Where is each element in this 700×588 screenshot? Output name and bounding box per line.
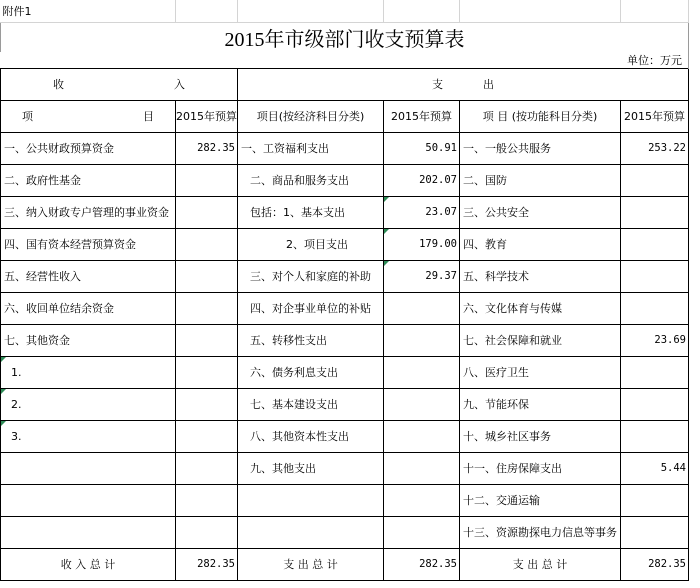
econ-value-cell[interactable]: 23.07: [384, 196, 460, 228]
func-item-cell[interactable]: 十、城乡社区事务: [460, 420, 621, 452]
grid-cell[interactable]: [621, 0, 689, 22]
econ-item-cell[interactable]: 2、项目支出: [238, 228, 384, 260]
table-row: [1, 196, 689, 228]
income-item-cell[interactable]: [1, 516, 176, 548]
table-row: [1, 484, 689, 516]
func-value-cell[interactable]: [621, 260, 689, 292]
income-item-cell[interactable]: [1, 452, 176, 484]
table-row: [1, 260, 689, 292]
econ-value-cell[interactable]: [384, 388, 460, 420]
econ-value-cell[interactable]: [384, 484, 460, 516]
func-item-cell[interactable]: 十二、交通运输: [460, 484, 621, 516]
func-value-cell[interactable]: 5.44: [621, 452, 689, 484]
func-item-cell[interactable]: 十三、资源勘探电力信息等事务: [460, 516, 621, 548]
income-value-cell[interactable]: [176, 196, 238, 228]
table-row: [1, 324, 689, 356]
unit-label[interactable]: 单位：万元: [1, 52, 689, 69]
econ-item-cell[interactable]: 二、商品和服务支出: [238, 164, 384, 196]
title-row: [1, 22, 689, 52]
econ-item-cell[interactable]: 四、对企事业单位的补贴: [238, 292, 384, 324]
econ-value-cell[interactable]: 29.37: [384, 260, 460, 292]
func-value-cell[interactable]: [621, 388, 689, 420]
income-item-cell[interactable]: 三、纳入财政专户管理的事业资金: [1, 196, 176, 228]
econ-total-label[interactable]: 支 出 总 计: [238, 548, 384, 580]
income-total-value[interactable]: 282.35: [176, 548, 238, 580]
func-value-cell[interactable]: [621, 292, 689, 324]
attachment-row: [1, 0, 689, 22]
income-value-cell[interactable]: [176, 516, 238, 548]
expense-header-b: 出: [483, 78, 494, 91]
income-value-cell[interactable]: [176, 484, 238, 516]
func-value-cell[interactable]: [621, 420, 689, 452]
income-value-cell[interactable]: [176, 452, 238, 484]
table-row: [1, 132, 689, 164]
income-value-cell[interactable]: [176, 164, 238, 196]
econ-value-cell[interactable]: [384, 452, 460, 484]
table-row: [1, 228, 689, 260]
income-item-cell[interactable]: 七、其他资金: [1, 324, 176, 356]
econ-item-cell[interactable]: 七、基本建设支出: [238, 388, 384, 420]
income-value-cell[interactable]: [176, 388, 238, 420]
func-item-header[interactable]: 项 目 (按功能科目分类): [460, 100, 621, 132]
income-item-cell[interactable]: 2.: [1, 388, 176, 420]
income-item-cell[interactable]: 一、公共财政预算资金: [1, 132, 176, 164]
econ-item-cell[interactable]: [238, 516, 384, 548]
func-item-cell[interactable]: 八、医疗卫生: [460, 356, 621, 388]
income-item-cell[interactable]: 四、国有资本经营预算资金: [1, 228, 176, 260]
econ-value-cell[interactable]: [384, 420, 460, 452]
func-item-cell[interactable]: 二、国防: [460, 164, 621, 196]
income-value-cell[interactable]: [176, 228, 238, 260]
income-budget-header[interactable]: 2015年预算: [176, 100, 238, 132]
func-item-cell[interactable]: 七、社会保障和就业: [460, 324, 621, 356]
func-total-value[interactable]: 282.35: [621, 548, 689, 580]
econ-value-cell[interactable]: [384, 516, 460, 548]
func-value-cell[interactable]: [621, 228, 689, 260]
income-header-b: 入: [174, 78, 185, 91]
income-item-cell[interactable]: 二、政府性基金: [1, 164, 176, 196]
table-row: [1, 452, 689, 484]
econ-item-cell[interactable]: 六、债务利息支出: [238, 356, 384, 388]
income-item-cell[interactable]: 1.: [1, 356, 176, 388]
income-total-label[interactable]: 收 入 总 计: [1, 548, 176, 580]
income-item-cell[interactable]: 五、经营性收入: [1, 260, 176, 292]
econ-total-value[interactable]: 282.35: [384, 548, 460, 580]
econ-budget-header[interactable]: 2015年预算: [384, 100, 460, 132]
table-row: [1, 356, 689, 388]
econ-item-cell[interactable]: 一、工资福利支出: [238, 132, 384, 164]
income-value-cell[interactable]: [176, 292, 238, 324]
income-item-header-a: 项: [22, 110, 33, 123]
page-title[interactable]: 2015年市级部门收支预算表: [1, 22, 689, 52]
func-value-cell[interactable]: [621, 164, 689, 196]
income-section-header[interactable]: [1, 68, 238, 100]
income-value-cell[interactable]: 282.35: [176, 132, 238, 164]
income-value-cell[interactable]: [176, 324, 238, 356]
econ-item-cell[interactable]: 八、其他资本性支出: [238, 420, 384, 452]
func-value-cell[interactable]: [621, 484, 689, 516]
table-body: [1, 68, 689, 580]
econ-item-header[interactable]: 项目(按经济科目分类): [238, 100, 384, 132]
income-item-cell[interactable]: 3.: [1, 420, 176, 452]
func-item-cell[interactable]: 十一、住房保障支出: [460, 452, 621, 484]
grid-cell[interactable]: [460, 0, 621, 22]
income-header-a: 收: [53, 78, 64, 91]
table-row: [1, 388, 689, 420]
func-item-cell[interactable]: 九、节能环保: [460, 388, 621, 420]
econ-item-cell[interactable]: 五、转移性支出: [238, 324, 384, 356]
func-value-cell[interactable]: 23.69: [621, 324, 689, 356]
func-value-cell[interactable]: [621, 516, 689, 548]
func-total-label[interactable]: 支 出 总 计: [460, 548, 621, 580]
econ-value-cell[interactable]: 179.00: [384, 228, 460, 260]
section-header-row: [1, 68, 689, 100]
income-value-cell[interactable]: [176, 356, 238, 388]
table-row: [1, 292, 689, 324]
table-row: [1, 516, 689, 548]
grid-cell[interactable]: [384, 0, 460, 22]
grid-cell[interactable]: [176, 0, 238, 22]
func-value-cell[interactable]: [621, 196, 689, 228]
income-item-cell[interactable]: [1, 484, 176, 516]
econ-value-cell[interactable]: [384, 324, 460, 356]
econ-value-cell[interactable]: 202.07: [384, 164, 460, 196]
econ-item-cell[interactable]: [238, 484, 384, 516]
totals-row: [1, 548, 689, 580]
income-item-cell[interactable]: 六、收回单位结余资金: [1, 292, 176, 324]
econ-item-cell[interactable]: 包括：1、基本支出: [238, 196, 384, 228]
income-item-header[interactable]: [1, 100, 176, 132]
econ-item-cell[interactable]: 三、对个人和家庭的补助: [238, 260, 384, 292]
econ-item-cell[interactable]: 九、其他支出: [238, 452, 384, 484]
income-value-cell[interactable]: [176, 420, 238, 452]
econ-value-cell[interactable]: [384, 292, 460, 324]
expense-section-header[interactable]: [238, 68, 689, 100]
table-row: [1, 164, 689, 196]
func-budget-header[interactable]: 2015年预算: [621, 100, 689, 132]
attachment-label[interactable]: 附件1: [1, 0, 176, 22]
func-item-cell[interactable]: 三、公共安全: [460, 196, 621, 228]
econ-value-cell[interactable]: 50.91: [384, 132, 460, 164]
func-item-cell[interactable]: 五、科学技术: [460, 260, 621, 292]
func-value-cell[interactable]: [621, 356, 689, 388]
table-row: [1, 420, 689, 452]
func-item-cell[interactable]: 四、教育: [460, 228, 621, 260]
income-item-header-b: 目: [143, 110, 154, 123]
expense-header-a: 支: [432, 78, 443, 91]
func-value-cell[interactable]: 253.22: [621, 132, 689, 164]
econ-value-cell[interactable]: [384, 356, 460, 388]
unit-row: [1, 52, 689, 69]
grid-cell[interactable]: [238, 0, 384, 22]
income-value-cell[interactable]: [176, 260, 238, 292]
column-header-row: [1, 100, 689, 132]
func-item-cell[interactable]: 六、文化体育与传媒: [460, 292, 621, 324]
func-item-cell[interactable]: 一、一般公共服务: [460, 132, 621, 164]
